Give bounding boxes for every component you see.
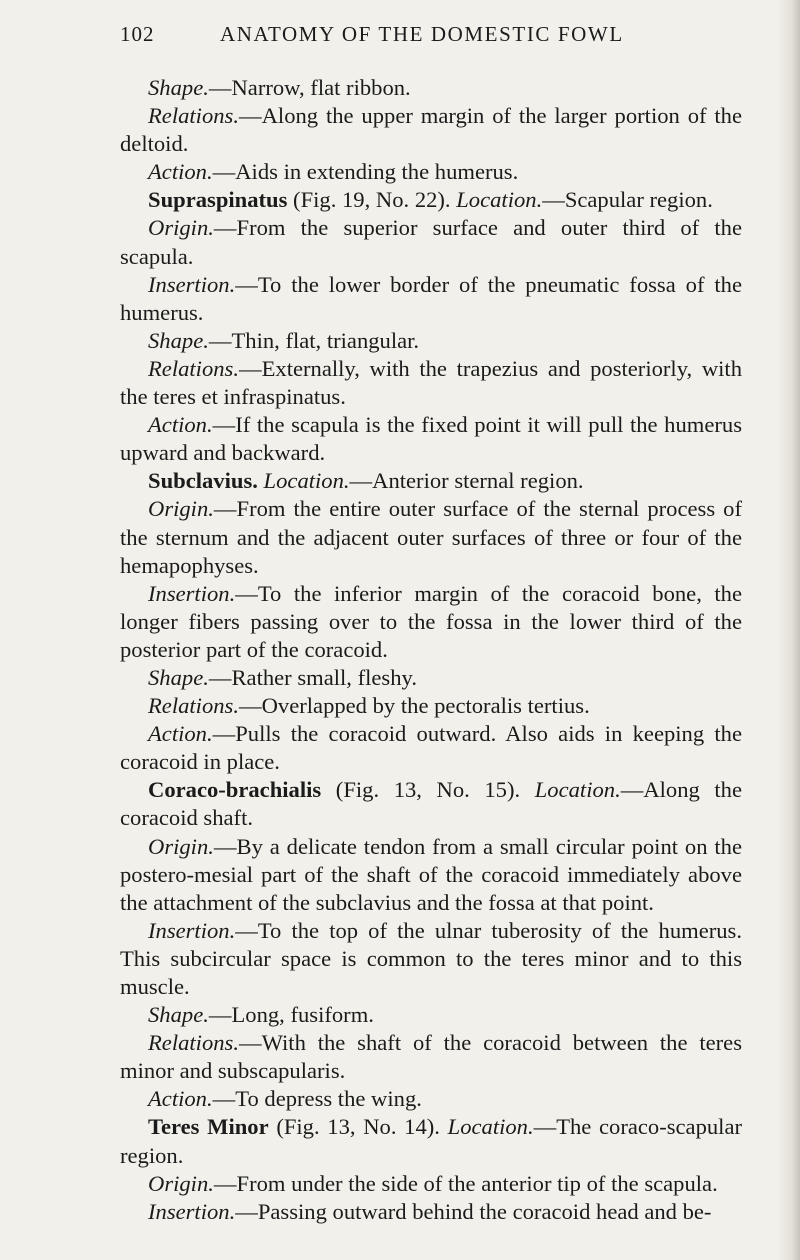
- paragraph-label: Insertion.: [148, 580, 236, 606]
- figure-reference: (Fig. 13, No. 15).: [321, 777, 535, 803]
- paragraph-text: —To the top of the ulnar tuberosity of the humerus. This subcircular space is common to the teres minor and to this muscle.: [120, 917, 742, 999]
- paragraph-text: —Along the coracoid shaft.: [120, 777, 742, 831]
- paragraph-text: —Long, fusiform.: [208, 1002, 374, 1028]
- paragraph-label: Shape.: [148, 75, 209, 100]
- paragraph-text: —To the lower border of the pneumatic fossa of the humerus.: [120, 271, 742, 325]
- paragraph: [120, 1170, 742, 1198]
- running-title: ANATOMY OF THE DOMESTIC FOWL: [220, 22, 624, 46]
- paragraph: [120, 1001, 742, 1029]
- paragraph-text: —From the entire outer surface of the sternal process of the sternum and the adjacent outer surfaces of three or four of the hemapophyses.: [120, 496, 742, 578]
- paragraph-text: —Externally, with the trapezius and posteriorly, with the teres et infraspinatus.: [120, 355, 742, 410]
- paragraph: [120, 411, 742, 467]
- paragraph-text: —Scapular region.: [542, 187, 713, 213]
- paragraph-label: Insertion.: [148, 271, 236, 297]
- muscle-entry: [120, 1113, 742, 1169]
- muscle-entry: [120, 467, 742, 495]
- paragraph-label: Origin.: [148, 833, 214, 859]
- paragraph-label: Shape.: [148, 327, 209, 353]
- paragraph-label: Relations.: [148, 693, 239, 719]
- paragraph: [120, 664, 742, 692]
- paragraph: [120, 271, 742, 327]
- paragraph-label: Shape.: [148, 664, 209, 690]
- muscle-name: Subclavius.: [148, 468, 258, 494]
- paragraph-label: Action.: [148, 412, 213, 438]
- muscle-name: Coraco-brachialis: [148, 777, 322, 803]
- paragraph-text: —From under the side of the anterior tip of the scapula.: [213, 1170, 718, 1196]
- muscle-name: Supraspinatus: [148, 187, 288, 213]
- paragraph: [120, 1198, 742, 1226]
- paragraph-label: Location.: [263, 468, 350, 494]
- paragraph-text: —To the inferior margin of the coracoid bone, the longer fibers passing over to the fossa in the lower third of the posterior part of the coracoid.: [120, 580, 742, 662]
- paragraph-label: Insertion.: [148, 917, 236, 943]
- paragraph: [120, 495, 742, 579]
- paragraph-text: —Pulls the coracoid outward. Also aids in keeping the coracoid in place.: [120, 721, 742, 775]
- paragraph: [120, 1085, 742, 1113]
- paragraph: [120, 214, 742, 270]
- paragraph-label: Location.: [447, 1114, 534, 1140]
- muscle-name: Teres Minor: [148, 1114, 269, 1140]
- paragraph-label: Shape.: [148, 1002, 209, 1028]
- paragraph: [120, 833, 742, 917]
- paragraph-label: Relations.: [148, 1030, 239, 1056]
- paragraph: [120, 580, 742, 664]
- page-edge-shadow: [778, 0, 800, 1260]
- paragraph-text: —Along the upper margin of the larger portion of the deltoid.: [120, 103, 742, 157]
- page-number: 102: [120, 22, 155, 46]
- paragraph-label: Relations.: [148, 355, 239, 381]
- paragraph-text: —Narrow, flat ribbon.: [208, 75, 411, 100]
- paragraph-text: —Rather small, fleshy.: [208, 664, 417, 690]
- paragraph-text: —With the shaft of the coracoid between the teres minor and subscapularis.: [120, 1030, 742, 1084]
- paragraph: [120, 355, 742, 411]
- paragraph: [120, 102, 742, 158]
- paragraph-text: —If the scapula is the fixed point it will pull the humerus upward and backward.: [120, 412, 742, 466]
- paragraph-label: Action.: [148, 159, 213, 185]
- paragraph-label: Relations.: [148, 103, 239, 129]
- figure-reference: (Fig. 13, No. 14).: [268, 1114, 448, 1140]
- paragraph-text: —Thin, flat, triangular.: [208, 327, 420, 353]
- paragraph-label: Action.: [148, 721, 213, 747]
- paragraph-text: —Anterior sternal region.: [349, 468, 584, 494]
- paragraph: [120, 1029, 742, 1085]
- paragraph-label: Location.: [456, 187, 543, 213]
- muscle-entry: [120, 186, 742, 214]
- muscle-entry: [120, 776, 742, 832]
- paragraph: [120, 720, 742, 776]
- paragraph: [120, 692, 742, 720]
- paragraph-label: Insertion.: [148, 1198, 236, 1224]
- running-head: [120, 22, 742, 56]
- paragraph-label: Origin.: [148, 496, 214, 522]
- paragraph-text: —Passing outward behind the coracoid head and be-: [235, 1198, 712, 1224]
- paragraph-text: —To depress the wing.: [212, 1086, 422, 1112]
- paragraph-label: Action.: [148, 1086, 213, 1112]
- paragraph-text: —Overlapped by the pectoralis tertius.: [239, 693, 590, 719]
- paragraph-text: —By a delicate tendon from a small circular point on the postero-mesial part of the shaft of the coracoid immediately above the attachment of the subclavius and the fossa at that point.: [120, 833, 742, 915]
- paragraph: [120, 74, 742, 102]
- paragraph-text: —The coraco-scapular region.: [120, 1114, 743, 1168]
- body-text: [120, 74, 742, 1226]
- paragraph-label: Location.: [534, 777, 621, 803]
- paragraph-label: Origin.: [148, 215, 214, 241]
- figure-reference: (Fig. 19, No. 22).: [287, 187, 457, 213]
- paragraph: [120, 158, 742, 186]
- paragraph: [120, 327, 742, 355]
- paragraph: [120, 917, 742, 1001]
- paragraph-text: —Aids in extending the humerus.: [212, 159, 519, 185]
- paragraph-text: —From the superior surface and outer third of the scapula.: [120, 215, 742, 269]
- paragraph-label: Origin.: [148, 1170, 214, 1196]
